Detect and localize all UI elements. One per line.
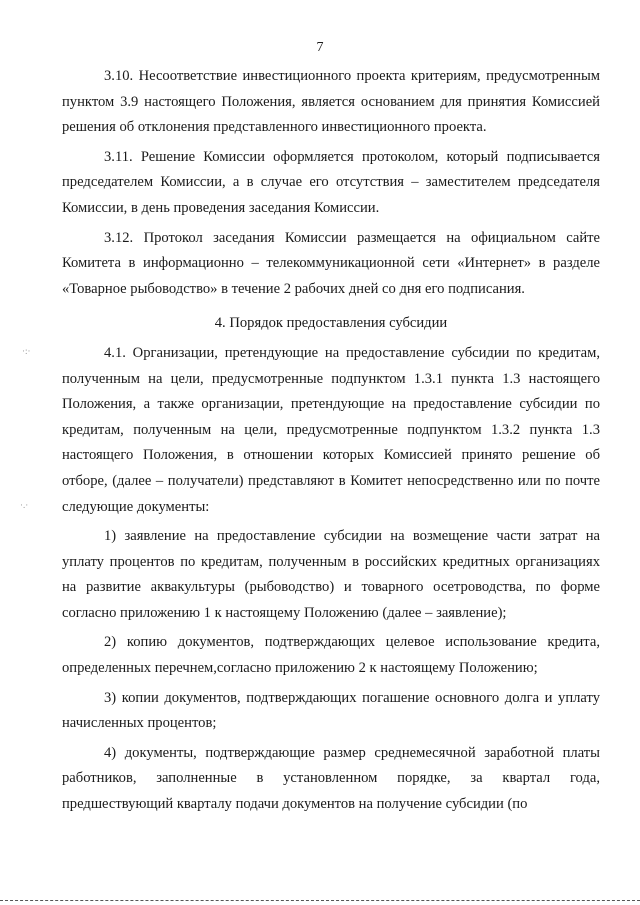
list-item-1: 1) заявление на предоставление субсидии на возмещение части затрат на уплату процентов по кредитам, полученным в российских кредитных организациях на развитие аквакультуры (рыбоводство) и товарного осетроводства, по форме согласно приложению 1 к настоящему Положению (далее – заявление);: [62, 528, 600, 621]
list-item-3: 3) копии документов, подтверждающих погашение основного долга и уплату начисленных процентов;: [62, 689, 600, 732]
paragraph-3-11: 3.11. Решение Комиссии оформляется протоколом, который подписывается председателем Комиссии, а в случае его отсутствия – заместителем председателя Комиссии, в день проведения заседания Комиссии.: [62, 148, 600, 216]
paragraph-3-10: 3.10. Несоответствие инвестиционного проекта критериям, предусмотренным пунктом 3.9 настоящего Положения, является основанием для принятия Комиссией решения об отклонения представленного инвестиционного проекта.: [62, 68, 600, 136]
section-heading: 4. Порядок предоставления субсидии: [214, 315, 448, 332]
list-item-4: 4) документы, подтверждающие размер среднемесячной заработной платы работников, заполненные в установленном порядке, за квартал года, предшествующий кварталу подачи документов на получение субсидии (по: [62, 744, 600, 813]
scan-speck: ·.·: [20, 500, 29, 510]
list-item-2: 2) копию документов, подтверждающих целевое использование кредита, определенных перечнем,согласно приложению 2 к настоящему Положению;: [62, 634, 600, 677]
document-body: [62, 64, 600, 818]
paragraph-3-12: 3.12. Протокол заседания Комиссии размещается на официальном сайте Комитета в информационно – телекоммуникационной сети «Интернет» в разделе «Товарное рыбоводство» в течение 2 рабочих дней со дня его подписания.: [62, 229, 600, 297]
page-number: 7: [316, 40, 324, 55]
page-bottom-edge: [0, 900, 640, 901]
paragraph-4-1: 4.1. Организации, претендующие на предоставление субсидии по кредитам, полученным на цели, предусмотренные подпунктом 1.3.1 пункта 1.3 настоящего Положения, а также организации, претендующие на предоставление субсидии по кредитам, полученным на цели, предусмотренные подпунктом 1.3.2 пункта 1.3 настоящего Положения, в отношении которых Комиссией принято решение об отборе, (далее – получатели) представляют в Комитет непосредственно или по почте следующие документы:: [62, 344, 600, 515]
scan-speck: ·:·: [22, 346, 31, 356]
